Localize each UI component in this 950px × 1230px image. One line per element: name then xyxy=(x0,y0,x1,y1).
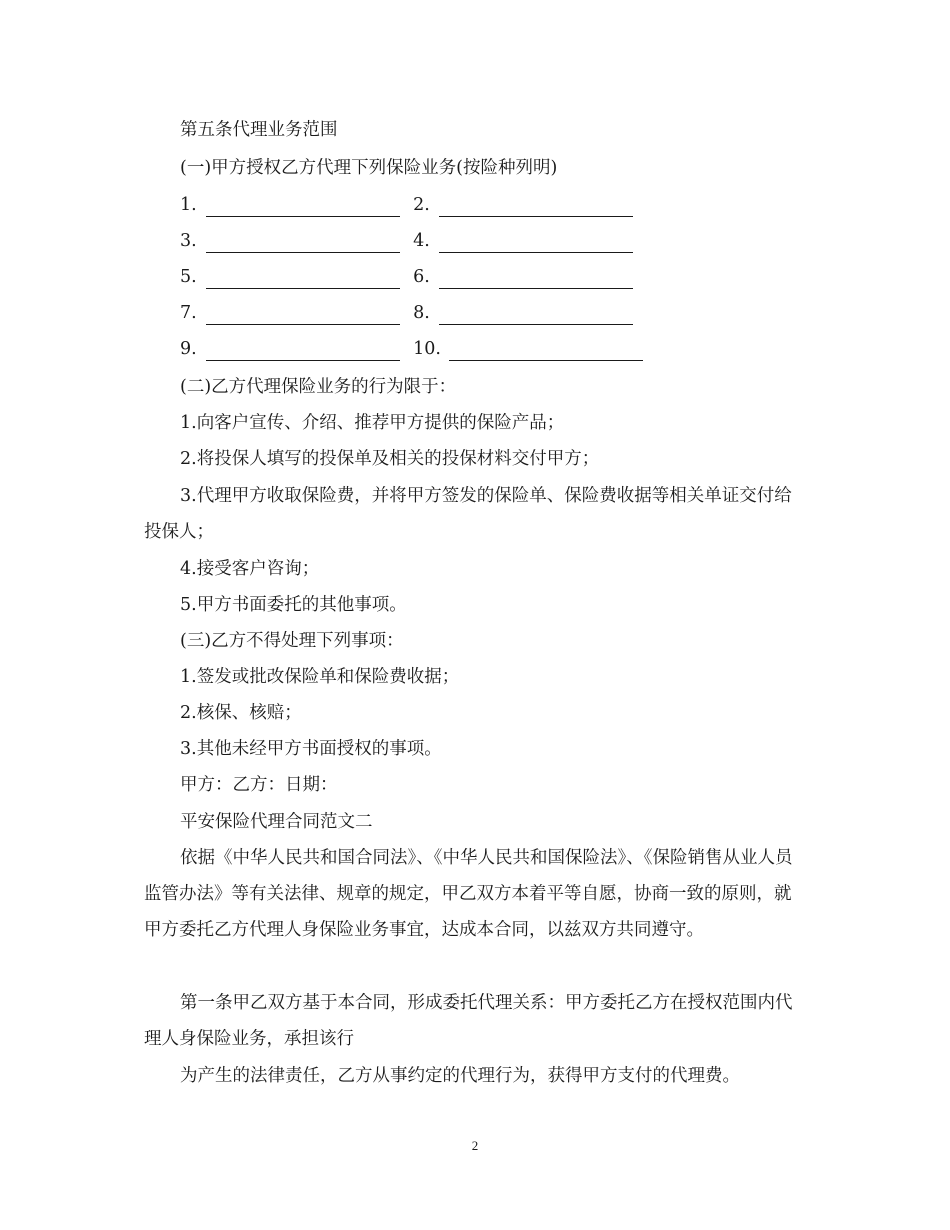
blank-row xyxy=(180,265,641,289)
blank-line xyxy=(439,306,633,325)
blank-number: 6. xyxy=(413,267,430,287)
blank-number: 3. xyxy=(180,231,197,251)
section3-item: 1.签发或批改保险单和保险费收据； xyxy=(180,667,460,687)
blank-number: 1. xyxy=(180,195,197,215)
article1-continuation: 为产生的法律责任，乙方从事约定的代理行为，获得甲方支付的代理费。 xyxy=(180,1066,740,1086)
blank-number: 2. xyxy=(413,195,430,215)
blank-line xyxy=(206,198,400,217)
article5-title: 第五条代理业务范围 xyxy=(180,120,338,140)
blank-number: 4. xyxy=(413,231,430,251)
blank-number: 8. xyxy=(413,303,430,323)
blank-row xyxy=(180,193,641,217)
section2-item: 4.接受客户咨询； xyxy=(180,559,320,579)
section1-heading: (一)甲方授权乙方代理下列保险业务(按险种列明) xyxy=(180,158,558,178)
signature-line: 甲方：乙方：日期： xyxy=(180,775,338,795)
blank-number: 7. xyxy=(180,303,197,323)
blank-number: 9. xyxy=(180,339,197,359)
blank-line xyxy=(439,234,633,253)
blank-line xyxy=(449,342,643,361)
section2-item: 2.将投保人填写的投保单及相关的投保材料交付甲方； xyxy=(180,449,600,469)
blank-number: 5. xyxy=(180,267,197,287)
blank-line xyxy=(206,270,400,289)
article1-paragraph: 第一条甲乙双方基于本合同，形成委托代理关系：甲方委托乙方在授权范围内代理人身保险业务，承担该行 xyxy=(144,993,793,1049)
blank-row xyxy=(180,337,651,361)
section2-heading: (二)乙方代理保险业务的行为限于： xyxy=(180,377,457,397)
section3-heading: (三)乙方不得处理下列事项： xyxy=(180,631,404,651)
blank-line xyxy=(206,234,400,253)
section2-item: 1.向客户宣传、介绍、推荐甲方提供的保险产品； xyxy=(180,413,565,433)
page-number: 2 xyxy=(471,1138,479,1153)
section3-item: 2.核保、核赔； xyxy=(180,703,302,723)
blank-row xyxy=(180,229,641,253)
section3-item: 3.其他未经甲方书面授权的事项。 xyxy=(180,739,442,759)
blank-line xyxy=(206,306,400,325)
section2-item: 5.甲方书面委托的其他事项。 xyxy=(180,595,407,615)
blank-line xyxy=(206,342,400,361)
blank-row xyxy=(180,301,641,325)
blank-line xyxy=(439,270,633,289)
section2-item: 3.代理甲方收取保险费，并将甲方签发的保险单、保险费收据等相关单证交付给投保人； xyxy=(144,486,792,542)
blank-line xyxy=(439,198,633,217)
sample2-title: 平安保险代理合同范文二 xyxy=(180,812,373,832)
intro-paragraph: 依据《中华人民共和国合同法》、《中华人民共和国保险法》、《保险销售从业人员监管办法》等有关法律、规章的规定，甲乙双方本着平等自愿，协商一致的原则，就甲方委托乙方代理人身保险业务事宜，达成本合同，以兹双方共同遵守。 xyxy=(144,848,793,940)
blank-number: 10. xyxy=(413,339,441,359)
